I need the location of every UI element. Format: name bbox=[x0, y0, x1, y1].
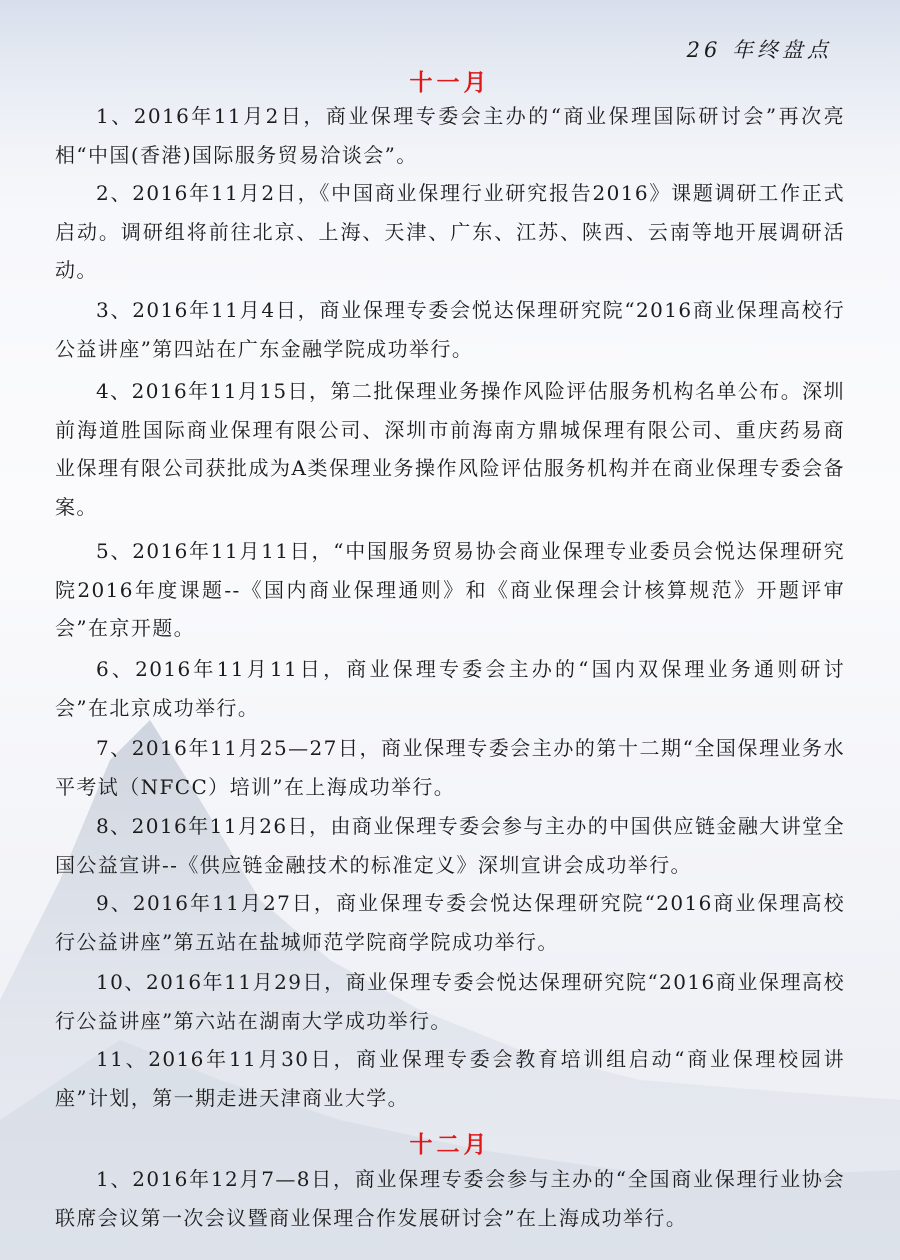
list-item: 10、2016年11月29日，商业保理专委会悦达保理研究院“2016商业保理高校行公益讲座”第六站在湖南大学成功举行。 bbox=[55, 970, 845, 1033]
list-item: 5、2016年11月11日，“中国服务贸易协会商业保理专业委员会悦达保理研究院2016年度课题--《国内商业保理通则》和《商业保理会计核算规范》开题评审会”在京开题。 bbox=[55, 539, 845, 640]
list-item: 7、2016年11月25—27日，商业保理专委会主办的第十二期“全国保理业务水平考试（NFCC）培训”在上海成功举行。 bbox=[55, 736, 845, 799]
month-heading-december: 十二月 bbox=[409, 1131, 491, 1158]
list-item: 1、2016年12月7—8日，商业保理专委会参与主办的“全国商业保理行业协会联席会议第一次会议暨商业保理合作发展研讨会”在上海成功举行。 bbox=[55, 1167, 845, 1230]
list-item: 4、2016年11月15日，第二批保理业务操作风险评估服务机构名单公布。深圳前海道胜国际商业保理有限公司、深圳市前海南方鼎城保理有限公司、重庆药易商业保理有限公司获批成为A类保理业务操作风险评估服务机构并在商业保理专委会备案。 bbox=[55, 379, 845, 519]
list-item: 3、2016年11月4日，商业保理专委会悦达保理研究院“2016商业保理高校行公益讲座”第四站在广东金融学院成功举行。 bbox=[55, 298, 845, 361]
list-item: 11、2016年11月30日，商业保理专委会教育培训组启动“商业保理校园讲座”计划，第一期走进天津商业大学。 bbox=[55, 1047, 845, 1110]
list-item: 9、2016年11月27日，商业保理专委会悦达保理研究院“2016商业保理高校行公益讲座”第五站在盐城师范学院商学院成功举行。 bbox=[55, 891, 845, 954]
month-heading-november: 十一月 bbox=[409, 69, 491, 96]
list-item: 2、2016年11月2日，《中国商业保理行业研究报告2016》课题调研工作正式启动。调研组将前往北京、上海、天津、广东、江苏、陕西、云南等地开展调研活动。 bbox=[55, 181, 845, 282]
list-item: 6、2016年11月11日，商业保理专委会主办的“国内双保理业务通则研讨会”在北京成功举行。 bbox=[55, 657, 845, 720]
list-item: 8、2016年11月26日，由商业保理专委会参与主办的中国供应链金融大讲堂全国公益宣讲--《供应链金融技术的标准定义》深圳宣讲会成功举行。 bbox=[55, 814, 845, 877]
year-end-review-badge: 26 年终盘点 bbox=[686, 38, 832, 62]
list-item: 1、2016年11月2日，商业保理专委会主办的“商业保理国际研讨会”再次亮相“中国(香港)国际服务贸易洽谈会”。 bbox=[55, 104, 845, 167]
